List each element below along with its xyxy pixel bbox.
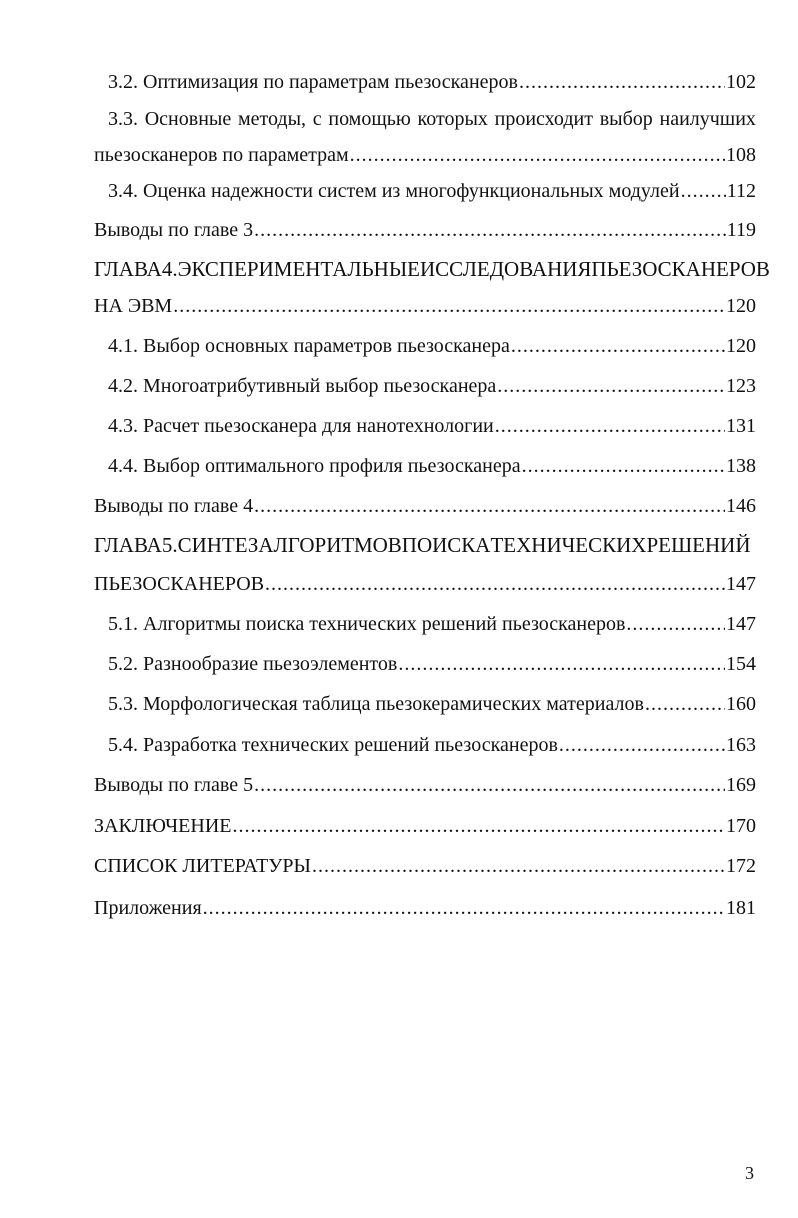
toc-entry-title: 4.1. Выбор основных параметров пьезосканера bbox=[108, 335, 510, 357]
toc-entry-3-3-line2 bbox=[94, 143, 756, 167]
word: выбор bbox=[599, 108, 653, 130]
word: Основные bbox=[144, 108, 232, 130]
toc-entry-4-1 bbox=[108, 334, 756, 358]
word: ПОИСКА bbox=[401, 533, 491, 557]
dot-leader bbox=[522, 454, 725, 478]
dot-leader bbox=[559, 733, 725, 757]
toc-entry-title: Выводы по главе 3 bbox=[94, 219, 254, 241]
toc-entry-title: Выводы по главе 4 bbox=[94, 495, 254, 517]
toc-entry-3-3-line1 bbox=[108, 107, 756, 131]
toc-entry-5-1 bbox=[108, 612, 756, 636]
dot-leader bbox=[254, 773, 725, 797]
toc-entry-5-2 bbox=[108, 652, 756, 676]
toc-entry-page: 181 bbox=[726, 897, 756, 919]
toc-entry-conclusions-5 bbox=[94, 773, 756, 797]
toc-entry-page: 170 bbox=[726, 815, 756, 837]
word: ГЛАВА bbox=[94, 257, 162, 281]
dot-leader bbox=[681, 179, 726, 203]
dot-leader bbox=[350, 143, 725, 167]
word: происходит bbox=[494, 108, 593, 130]
toc-chapter-5-line2 bbox=[94, 572, 756, 596]
word: с bbox=[312, 108, 322, 130]
toc-entry-page: 146 bbox=[726, 495, 756, 517]
dot-leader bbox=[265, 572, 725, 596]
toc-entry-title: 4.3. Расчет пьезосканера для нанотехнологии bbox=[108, 415, 494, 437]
toc-entry-title: Приложения bbox=[94, 897, 202, 919]
toc-chapter-5-line1 bbox=[94, 533, 751, 557]
toc-entry-title: ЗАКЛЮЧЕНИЕ bbox=[94, 815, 232, 837]
toc-entry-conclusions-4 bbox=[94, 494, 756, 518]
toc-entry-title: СПИСОК ЛИТЕРАТУРЫ bbox=[94, 855, 311, 877]
word: которых bbox=[417, 108, 488, 130]
toc-entry-conclusion bbox=[94, 814, 756, 838]
dot-leader bbox=[511, 334, 725, 358]
dot-leader bbox=[232, 814, 725, 838]
word: ТЕХНИЧЕСКИХ bbox=[490, 533, 647, 557]
word: ПЬЕЗОСКАНЕРОВ bbox=[591, 257, 770, 281]
dot-leader bbox=[626, 612, 725, 636]
toc-entry-4-4 bbox=[108, 454, 756, 478]
toc-entry-title: ПЬЕЗОСКАНЕРОВ bbox=[94, 573, 265, 595]
word: 3.3. bbox=[108, 108, 138, 130]
toc-entry-page: 112 bbox=[726, 180, 756, 202]
toc-entry-page: 172 bbox=[726, 855, 756, 877]
dot-leader bbox=[254, 218, 726, 242]
toc-entry-title: 5.2. Разнообразие пьезоэлементов bbox=[108, 653, 398, 675]
word: РЕШЕНИЙ bbox=[646, 533, 751, 557]
toc-entry-appendices bbox=[94, 896, 756, 920]
toc-chapter-4-line2 bbox=[94, 294, 756, 318]
dot-leader bbox=[173, 294, 725, 318]
dot-leader bbox=[495, 414, 725, 438]
toc-entry-conclusions-3 bbox=[94, 218, 756, 242]
word: ГЛАВА bbox=[94, 533, 162, 557]
dot-leader bbox=[497, 374, 725, 398]
toc-entry-title: 5.3. Морфологическая таблица пьезокерамических материалов bbox=[108, 693, 644, 715]
toc-entry-page: 147 bbox=[726, 613, 756, 635]
toc-entry-3-2 bbox=[108, 70, 756, 94]
toc-entry-page: 163 bbox=[726, 734, 756, 756]
dot-leader bbox=[203, 896, 725, 920]
page-number: 3 bbox=[745, 1163, 754, 1183]
toc-entry-4-3 bbox=[108, 414, 756, 438]
dot-leader bbox=[645, 692, 725, 716]
dot-leader bbox=[254, 494, 725, 518]
dot-leader bbox=[519, 70, 725, 94]
toc-entry-title: 5.1. Алгоритмы поиска технических решений пьезосканеров bbox=[108, 613, 626, 635]
toc-entry-page: 169 bbox=[726, 774, 756, 796]
toc-entry-page: 138 bbox=[726, 455, 756, 477]
toc-entry-page: 120 bbox=[726, 295, 756, 317]
word: помощью bbox=[328, 108, 411, 130]
word: методы, bbox=[237, 108, 306, 130]
word: ЭКСПЕРИМЕНТАЛЬНЫЕ bbox=[177, 257, 420, 281]
toc-entry-5-3 bbox=[108, 692, 756, 716]
toc-entry-title: пьезосканеров по параметрам bbox=[94, 144, 349, 166]
toc-entry-title: 4.2. Многоатрибутивный выбор пьезосканера bbox=[108, 375, 497, 397]
toc-entry-title: 4.4. Выбор оптимального профиля пьезосканера bbox=[108, 455, 521, 477]
toc-entry-page: 119 bbox=[726, 219, 756, 241]
word: наилучших bbox=[659, 108, 756, 130]
toc-entry-title: Выводы по главе 5 bbox=[94, 774, 254, 796]
toc-entry-5-4 bbox=[108, 733, 756, 757]
toc-entry-title: НА ЭВМ bbox=[94, 295, 173, 317]
toc-entry-page: 123 bbox=[726, 375, 756, 397]
word: СИНТЕЗ bbox=[177, 533, 259, 557]
toc-entry-page: 154 bbox=[726, 653, 756, 675]
toc-chapter-4-line1 bbox=[94, 257, 770, 281]
word: 4. bbox=[161, 257, 178, 281]
toc-entry-page: 160 bbox=[726, 693, 756, 715]
toc-entry-page: 147 bbox=[726, 573, 756, 595]
toc-entry-title: 3.4. Оценка надежности систем из многофункциональных модулей bbox=[108, 180, 680, 202]
dot-leader bbox=[312, 854, 725, 878]
toc-entry-page: 102 bbox=[726, 71, 756, 93]
toc-entry-3-4 bbox=[108, 179, 756, 203]
toc-entry-title: 5.4. Разработка технических решений пьезосканеров bbox=[108, 734, 558, 756]
word: 5. bbox=[161, 533, 178, 557]
toc-entry-title: 3.2. Оптимизация по параметрам пьезосканеров bbox=[108, 71, 518, 93]
word: АЛГОРИТМОВ bbox=[258, 533, 402, 557]
word: ИССЛЕДОВАНИЯ bbox=[420, 257, 592, 281]
dot-leader bbox=[398, 652, 725, 676]
toc-entry-page: 108 bbox=[726, 144, 756, 166]
toc-entry-page: 131 bbox=[726, 415, 756, 437]
toc-entry-page: 120 bbox=[726, 335, 756, 357]
toc-entry-4-2 bbox=[108, 374, 756, 398]
toc-entry-references bbox=[94, 854, 756, 878]
